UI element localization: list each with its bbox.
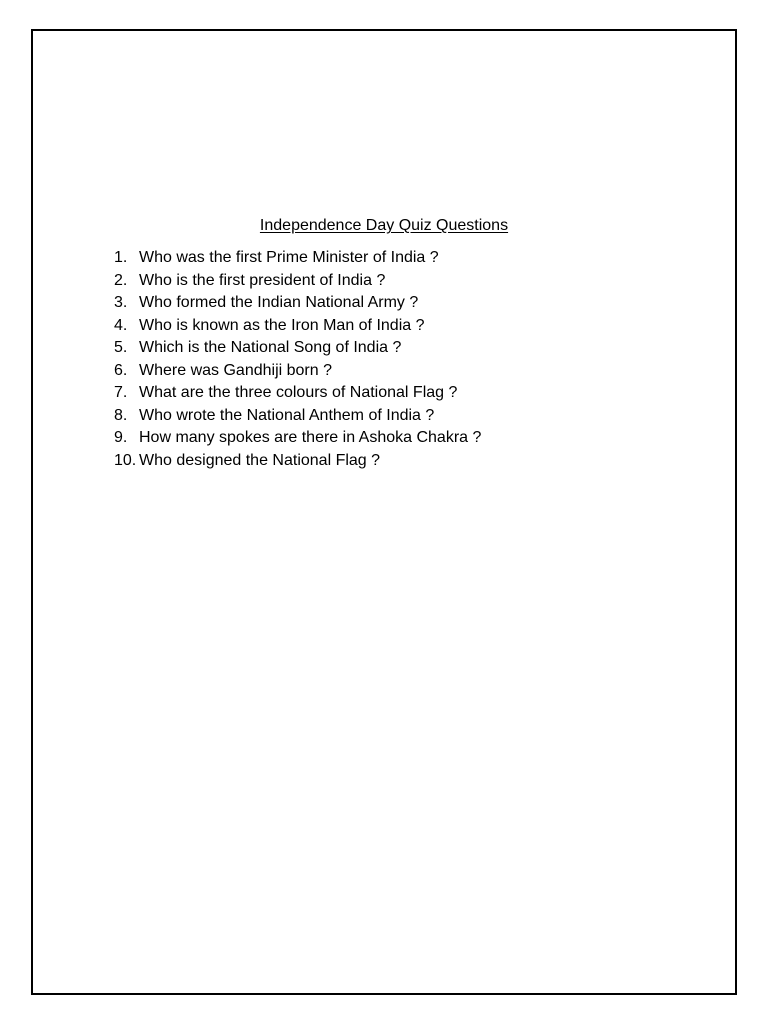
question-number: 10. — [114, 451, 137, 469]
question-text: Who designed the National Flag ? — [139, 451, 381, 469]
question-text: Who formed the Indian National Army ? — [139, 294, 419, 311]
question-number: 7. — [114, 384, 128, 401]
question-text: Who was the first Prime Minister of India ? — [139, 249, 439, 266]
question-number: 6. — [114, 361, 128, 379]
question-item — [114, 315, 481, 338]
question-number: 4. — [114, 316, 128, 334]
question-item — [114, 360, 481, 383]
question-text: What are the three colours of National Flag ? — [139, 384, 458, 401]
page-border — [31, 29, 737, 995]
question-text: How many spokes are there in Ashoka Chakra ? — [139, 429, 482, 446]
question-text: Which is the National Song of India ? — [139, 339, 402, 356]
question-number: 9. — [114, 429, 128, 446]
document-title: Independence Day Quiz Questions — [259, 217, 509, 234]
question-item — [114, 450, 481, 473]
question-number: 2. — [114, 271, 128, 289]
question-item — [114, 270, 481, 293]
question-item — [114, 292, 481, 315]
question-item — [114, 382, 481, 405]
question-text: Where was Gandhiji born ? — [139, 361, 332, 379]
question-number: 3. — [114, 294, 128, 311]
question-text: Who is known as the Iron Man of India ? — [139, 316, 425, 334]
question-list — [114, 247, 481, 472]
question-item — [114, 247, 481, 270]
question-item — [114, 427, 481, 450]
question-number: 8. — [114, 406, 128, 424]
question-number: 1. — [114, 249, 128, 266]
question-text: Who is the first president of India ? — [139, 271, 386, 289]
question-item — [114, 405, 481, 428]
question-text: Who wrote the National Anthem of India ? — [139, 406, 435, 424]
question-item — [114, 337, 481, 360]
question-number: 5. — [114, 339, 128, 356]
